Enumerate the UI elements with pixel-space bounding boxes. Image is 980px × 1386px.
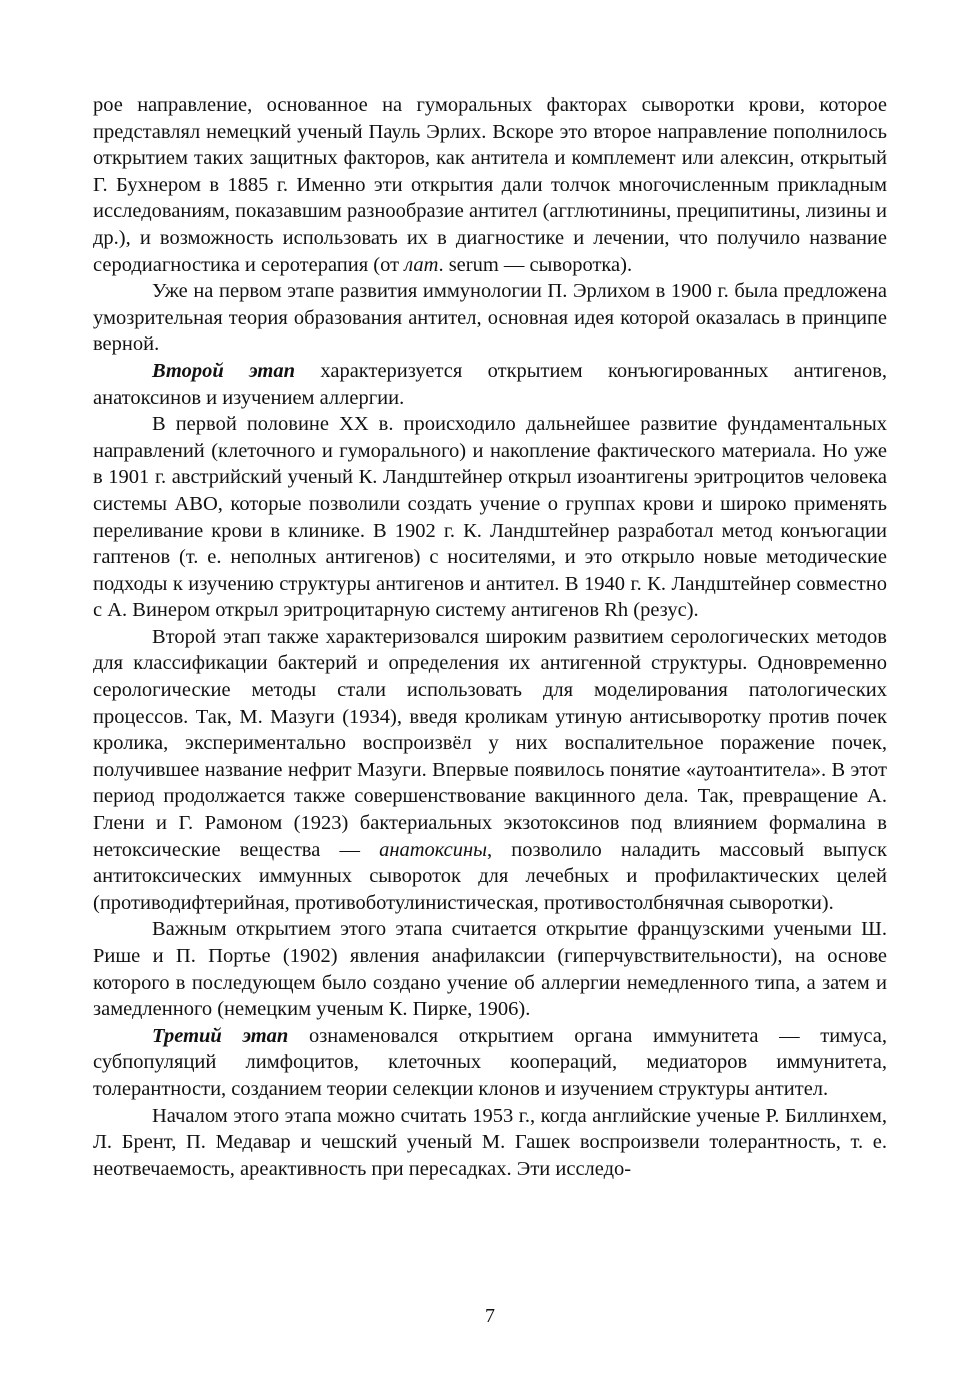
text-run: Важным открытием этого этапа считается открытие французскими учеными Ш. Рише и П. Портье (1902) явления анафилаксии (гиперчувствительности), на основе которого в последующем было создано учение об аллергии немедленного типа, а затем и замедленного (немецким ученым К. Пирке, 1906). (93, 918, 887, 1021)
paragraph-6 (93, 916, 887, 1022)
paragraph-5 (93, 624, 887, 917)
paragraph-1 (93, 92, 887, 278)
text-run: . serum — сыворотка). (438, 253, 633, 276)
page-number: 7 (485, 1305, 495, 1327)
text-run: , позволило наладить массовый выпуск антитоксических иммунных сывороток для лечебных и профилактических целей (противодифтерийная, противоботулинистическая, противостолбнячная сыворотки). (93, 838, 887, 914)
page-body (93, 92, 887, 1182)
italic-run: анатоксины (379, 838, 488, 861)
paragraph-3 (93, 358, 887, 411)
paragraph-4 (93, 411, 887, 624)
paragraph-2 (93, 278, 887, 358)
text-run: Уже на первом этапе развития иммунологии П. Эрлихом в 1900 г. была предложена умозрительная теория образования антител, основная идея которой оказалась в принципе верной. (93, 280, 887, 356)
text-run: Началом этого этапа можно считать 1953 г., когда английские ученые Р. Биллинхем, Л. Брент, П. Медавар и чешский ученый М. Гашек воспроизвели толерантность, т. е. неотвечаемость, ареактивность при пересадках. Эти исследо- (93, 1104, 887, 1180)
text-run: ознаменовался открытием органа иммунитета — тимуса, субпопуляций лимфоцитов, клеточных коопераций, медиаторов иммунитета, толерантности, созданием теории селекции клонов и изучением структуры антител. (93, 1024, 887, 1100)
text-run: характеризуется открытием конъюгированных антигенов, анатоксинов и изучением аллергии. (93, 359, 888, 409)
italic-run: лат (404, 253, 439, 276)
paragraph-7 (93, 1023, 887, 1103)
text-run: рое направление, основанное на гуморальных факторах сыворотки крови, которое представлял немецкий ученый Пауль Эрлих. Вскоре это второе направление пополнилось открытием таких защитных факторов, как антитела и комплемент или алексин, открытый Г. Бухнером в 1885 г. Именно эти открытия дали толчок многочисленным прикладным исследованиям, показавшим разнообразие антител (агглютинины, преципитины, лизины и др.), и возможность использовать их в диагностике и лечении, что получило название серодиагностика и серотерапия (от (93, 94, 887, 276)
text-run: Второй этап также характеризовался широким развитием серологических методов для классификации бактерий и определения их антигенной структуры. Одновременно серологические методы стали использовать для моделирования патологических процессов. Так, М. Мазуги (1934), введя кроликам утиную антисыворотку против почек кролика, экспериментально воспроизвёл у них воспалительное поражение почек, получившее название нефрит Мазуги. Впервые появилось понятие «аутоантитела». В этот период продолжается также совершенствование вакцинного дела. Так, превращение А. Глени и Г. Рамоном (1923) бактериальных экзотоксинов под влиянием формалина в нетоксические вещества — (93, 625, 887, 861)
stage-heading-third: Третий этап (152, 1024, 289, 1047)
stage-heading-second: Второй этап (152, 359, 295, 382)
text-run: В первой половине XX в. происходило дальнейшее развитие фундаментальных направлений (клеточного и гуморального) и накопление фактического материала. Но уже в 1901 г. австрийский ученый К. Ландштейнер открыл изоантигены эритроцитов человека системы АВО, которые позволили создать учение о группах крови и широко применять переливание крови в клинике. В 1902 г. К. Ландштейнер разработал метод конъюгации гаптенов (т. е. неполных антигенов) с носителями, и это открыло новые методические подходы к изучению структуры антигенов и антител. В 1940 г. К. Ландштейнер совместно с А. Винером открыл эритроцитарную систему антигенов Rh (резус). (93, 413, 887, 622)
paragraph-8 (93, 1103, 887, 1183)
